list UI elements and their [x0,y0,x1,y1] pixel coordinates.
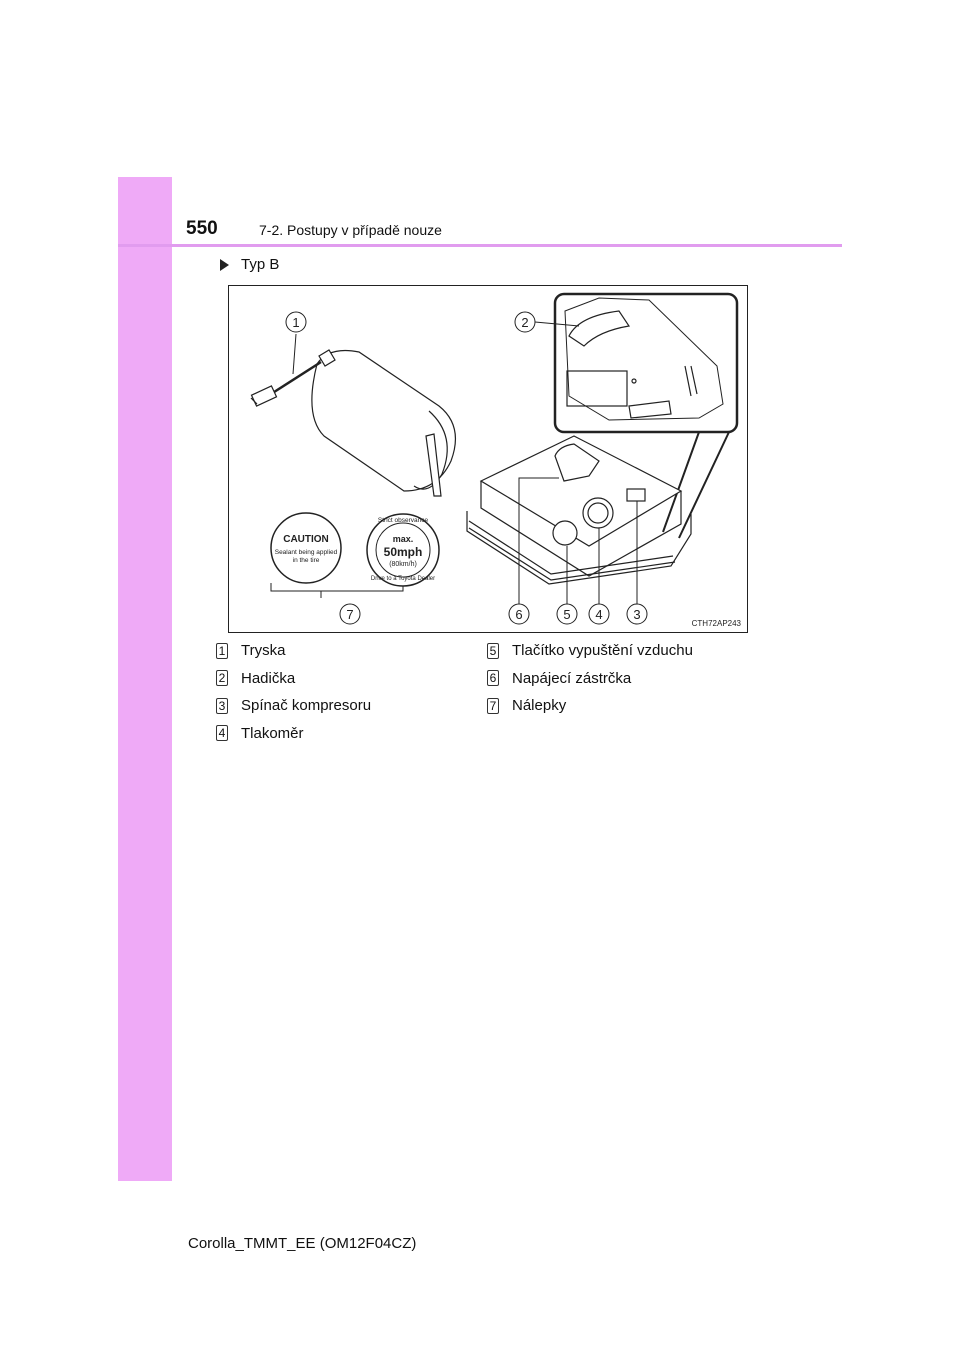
legend-item [216,720,371,748]
speed-kmh: (80km/h) [389,561,417,568]
legend-item [216,692,371,720]
svg-text:5: 5 [563,607,571,622]
triangle-bullet-icon [220,259,229,271]
legend-number: 3 [216,698,228,714]
legend-item [487,665,693,693]
speed-top: Strict observance [377,517,429,524]
legend-number: 6 [487,670,499,686]
caution-line2: in the tire [292,557,320,564]
svg-text:7: 7 [346,607,354,622]
speed-bottom: Drive to a Toyota Dealer [370,576,436,582]
caution-line1: Sealant being applied [274,549,338,556]
compressor [467,436,691,584]
svg-text:4: 4 [595,607,603,622]
legend-left [216,637,371,747]
svg-text:6: 6 [515,607,523,622]
legend-number: 1 [216,643,228,659]
legend-label: Nálepky [512,697,567,715]
legend-number: 7 [487,698,499,714]
type-label: Typ B [241,256,280,273]
callout-2 [515,312,579,332]
speed-value: 50mph [383,545,423,559]
page-number: 550 [186,218,218,239]
legend-label: Tlačítko vypuštění vzduchu [512,642,693,660]
legend-item [216,665,371,693]
legend-label: Hadička [241,669,296,687]
callout-7 [340,604,360,624]
legend-label: Napájecí zástrčka [512,669,632,687]
callout-1 [286,312,306,374]
legend-item [216,637,371,665]
legend-item [487,692,693,720]
section-title: 7-2. Postupy v případě nouze [259,222,442,238]
svg-text:2: 2 [521,315,529,330]
legend-label: Spínač kompresoru [241,697,372,715]
header-rule [118,244,842,247]
legend-right [487,637,693,720]
legend-number: 4 [216,725,228,741]
inset-detail [555,294,737,432]
legend-number: 2 [216,670,228,686]
svg-text:3: 3 [633,607,641,622]
legend-item [487,637,693,665]
speed-max: max. [392,534,414,544]
caution-title: CAUTION [283,534,329,545]
figure-code: CTH72AP243 [691,619,741,628]
side-band [118,177,172,1181]
legend-label: Tryska [241,642,286,660]
legend-label: Tlakoměr [241,724,304,742]
legend-number: 5 [487,643,499,659]
type-heading [220,256,279,273]
svg-text:1: 1 [292,315,300,330]
figure [228,285,748,633]
footer-doc-id: Corolla_TMMT_EE (OM12F04CZ) [188,1235,417,1252]
sealant-bottle [251,350,455,496]
